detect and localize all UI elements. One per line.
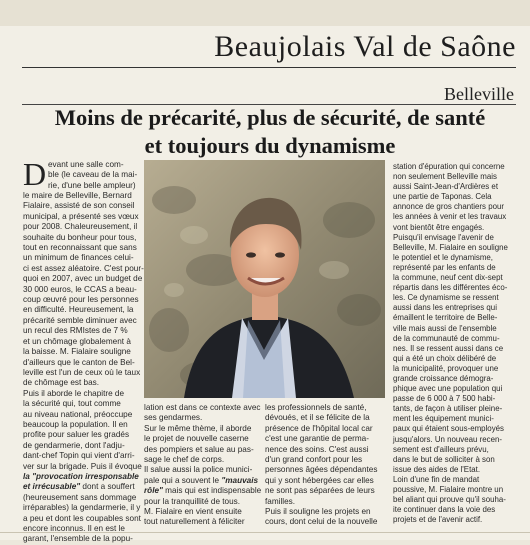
col4-line: représenté par les enfants de xyxy=(393,262,496,272)
col1-line: (heureusement sans dommage xyxy=(23,492,137,502)
col1-intro-line: evant une salle com- xyxy=(48,160,124,169)
col4-line: non seulement Belleville mais xyxy=(393,172,497,182)
col4-line: la municipalité, provoquer une xyxy=(393,363,499,373)
section-title: Beaujolais Val de Saône xyxy=(214,30,516,63)
col1-line: profite pour saluer les gradés xyxy=(23,430,130,440)
col4-line: aussi Saint-Jean-d'Ardières et xyxy=(393,182,499,192)
col4-line: aussi dans les entreprises qui xyxy=(393,303,497,313)
col2-line: tout naturellement à féliciter xyxy=(144,517,245,527)
col3-line: personnes âgées dépendantes xyxy=(265,465,378,475)
col4-line: Loin d'une fin de mandat xyxy=(393,474,480,484)
col1-intro-line: ble (le caveau de la mai- xyxy=(48,170,138,180)
page-bottom-rule xyxy=(0,532,530,533)
col4-line: sement est d'ailleurs prévu, xyxy=(393,444,489,454)
col3-line: dévoués, et il se félicite de la xyxy=(265,413,370,423)
col1-line: pour 2008. Chaleureusement, il xyxy=(23,222,138,232)
drop-cap: D xyxy=(23,156,47,192)
col4-line: station d'épuration qui concerne xyxy=(393,162,505,171)
col1-line: ver sur la brigade. Puis il évoque xyxy=(23,461,142,471)
col1-line: municipal, a présenté ses vœux xyxy=(23,211,139,221)
col4-line: ite continuer dans la voie des xyxy=(393,505,496,515)
col3-line: ne sont pas séparées de leurs xyxy=(265,486,375,496)
column-3 xyxy=(265,403,386,527)
col1-quote-line: et irrécusable" xyxy=(23,482,81,492)
col4-line: une partie de Taponas. Cela xyxy=(393,192,492,202)
col1-intro-line: rie, d'une belle ampleur) xyxy=(48,180,136,190)
col4-line: ville mais aussi de l'ensemble xyxy=(393,323,497,333)
col2-line: M. Fialaire en vient ensuite xyxy=(144,507,242,517)
col4-line: paux qui étaient sous-employés xyxy=(393,424,504,434)
col4-line: nes. Il se ressent aussi dans ce xyxy=(393,343,504,353)
col4-line: le potentiel et le dynamisme, xyxy=(393,252,494,262)
col4-line: ment les équipement munici- xyxy=(393,414,494,424)
col3-line: les professionnels de santé, xyxy=(265,403,367,412)
place-label: Belleville xyxy=(444,84,514,104)
col4-line: grande croissance démogra- xyxy=(393,373,494,383)
col4-line: vont bientôt être engagés. xyxy=(393,222,485,232)
col1-line: précarité semble diminuer avec xyxy=(23,315,137,325)
col2-line: pour la tranquillité de tous. xyxy=(144,496,241,506)
col4-line: annonce de gros chantiers pour xyxy=(393,202,504,212)
col1-line: le maire de Belleville, Bernard xyxy=(23,191,132,200)
col4-line: Puisqu'il envisage l'avenir de xyxy=(393,232,494,242)
title-rule xyxy=(22,67,516,68)
col1-line: dont a souffert xyxy=(80,482,135,492)
col1-line: d'ailleurs que le canton de Bel- xyxy=(23,357,135,367)
col3-line: c'est une garantie de perma- xyxy=(265,434,369,444)
col2-line: mais qui est indispensable xyxy=(162,486,262,496)
col4-line: de la communauté de commu- xyxy=(393,333,500,343)
col1-line: la sécurité qui, tout comme xyxy=(23,399,121,409)
col4-line: tants, de façon à utiliser pleine- xyxy=(393,404,503,414)
col2-quote-line: "mauvais xyxy=(221,475,259,485)
col1-line: la baisse. M. Fialaire souligne xyxy=(23,347,131,357)
col2-line: Sur le même thème, il aborde xyxy=(144,423,252,433)
col1-line: irréparables) la gendarmerie, il y xyxy=(23,503,141,513)
col4-line: dans le but de solliciter à son xyxy=(393,454,495,464)
col1-line: tout en reconnaissant que sans xyxy=(23,243,137,253)
column-1 xyxy=(23,191,144,544)
col4-line: répartis dans les différentes éco- xyxy=(393,283,508,293)
col3-line: qui y sont hébergées car elles xyxy=(265,475,374,485)
portrait-photo xyxy=(144,160,385,398)
col1-line: de chômage est bas. xyxy=(23,378,100,388)
col3-line: présence de l'hôpital local car xyxy=(265,423,373,433)
headline-line-2: et toujours du dynamisme xyxy=(144,133,396,158)
col4-line: la commune, neuf cent dix-sept xyxy=(393,273,503,283)
headline-line-1: Moins de précarité, plus de sécurité, de santé xyxy=(54,105,486,130)
col2-line: sage le chef de corps. xyxy=(144,455,225,465)
col4-line: phique avec une population qui xyxy=(393,384,503,394)
col4-line: qui a été un choix délibéré de xyxy=(393,353,497,363)
col4-line: émaillent le territoire de Belle- xyxy=(393,313,498,323)
article-headline xyxy=(26,104,514,160)
col4-line: poussive, M. Fialaire montre un xyxy=(393,485,504,494)
col1-quote-line: la "provocation irresponsable xyxy=(23,471,139,481)
col1-line: souhaite du bonheur pour tous, xyxy=(23,232,137,242)
col1-line: leville est l'un de ceux où le taux xyxy=(23,367,141,377)
col1-line: Fialaire, assisté de son conseil xyxy=(23,201,135,211)
col2-line: le projet de nouvelle caserne xyxy=(144,434,249,444)
col3-line: familles. xyxy=(265,496,296,506)
col1-line: encore inconnus. Il en est le xyxy=(23,524,125,533)
col1-line: quoi en 2007, avec un budget de xyxy=(23,274,143,284)
col2-line: ses gendarmes. xyxy=(144,413,203,423)
col3-line: Puis il souligne les projets en xyxy=(265,507,371,517)
col1-line: en difficulté. Heureusement, la xyxy=(23,305,134,315)
col4-line: les années à venir et les travaux xyxy=(393,212,507,222)
col1-line: un recul des RMIstes de 7 % xyxy=(23,326,128,336)
col1-line: a peu et dont les coupables sont xyxy=(23,513,141,523)
column-2 xyxy=(144,403,263,527)
col1-line: un minimum de finances celui- xyxy=(23,253,134,263)
col4-line: les. Ce dynamisme se ressent xyxy=(393,293,499,303)
col1-line: dant-chef Topin qui vient d'arri- xyxy=(23,451,135,461)
col4-line: projets et de l'avenir actif. xyxy=(393,515,483,525)
col1-line: coup œuvré pour les personnes xyxy=(23,295,139,305)
col1-line: Puis il aborde le chapitre de xyxy=(23,388,125,398)
col4-line: issue des aides de l'Etat. xyxy=(393,464,481,474)
col3-line: d'un grand confort pour les xyxy=(265,455,363,465)
column-4 xyxy=(393,162,515,528)
column-1-intro xyxy=(48,160,142,194)
col4-line: jusqu'alors. Un nouveau recen- xyxy=(393,434,502,444)
col1-line: au niveau national, préoccupe xyxy=(23,409,133,419)
col1-line: 30 000 euros, le CCAS a beau- xyxy=(23,284,137,294)
col2-line: Il salue aussi la police munici- xyxy=(144,465,253,475)
col2-line: des pompiers et salue au pas- xyxy=(144,444,254,454)
col1-line: ci est assez aléatoire. C'est pour- xyxy=(23,263,144,273)
col4-line: Belleville, M. Fialaire en souligne xyxy=(393,242,508,252)
col3-line: nence des soins. C'est aussi xyxy=(265,444,369,454)
col2-quote-line: rôle" xyxy=(144,486,163,496)
portrait-illustration xyxy=(144,160,385,398)
col1-line: beaucoup la population. Il en xyxy=(23,419,128,429)
previous-page-strip xyxy=(0,0,530,26)
col3-line: cours, dont celui de la nouvelle xyxy=(265,517,378,527)
col4-line: passe de 6 000 à 7 500 habi- xyxy=(393,394,496,404)
col2-line: pale qui a souvent le xyxy=(144,475,220,485)
col4-line: bel aliant qui prouve qu'il souha- xyxy=(393,495,506,505)
col2-line: lation est dans ce contexte avec xyxy=(144,403,261,412)
col1-line: et un chômage globalement à xyxy=(23,336,131,346)
col1-line: garant, l'ensemble de la popu- xyxy=(23,534,133,544)
col1-line: de gendarmerie, dont l'adju- xyxy=(23,440,125,450)
